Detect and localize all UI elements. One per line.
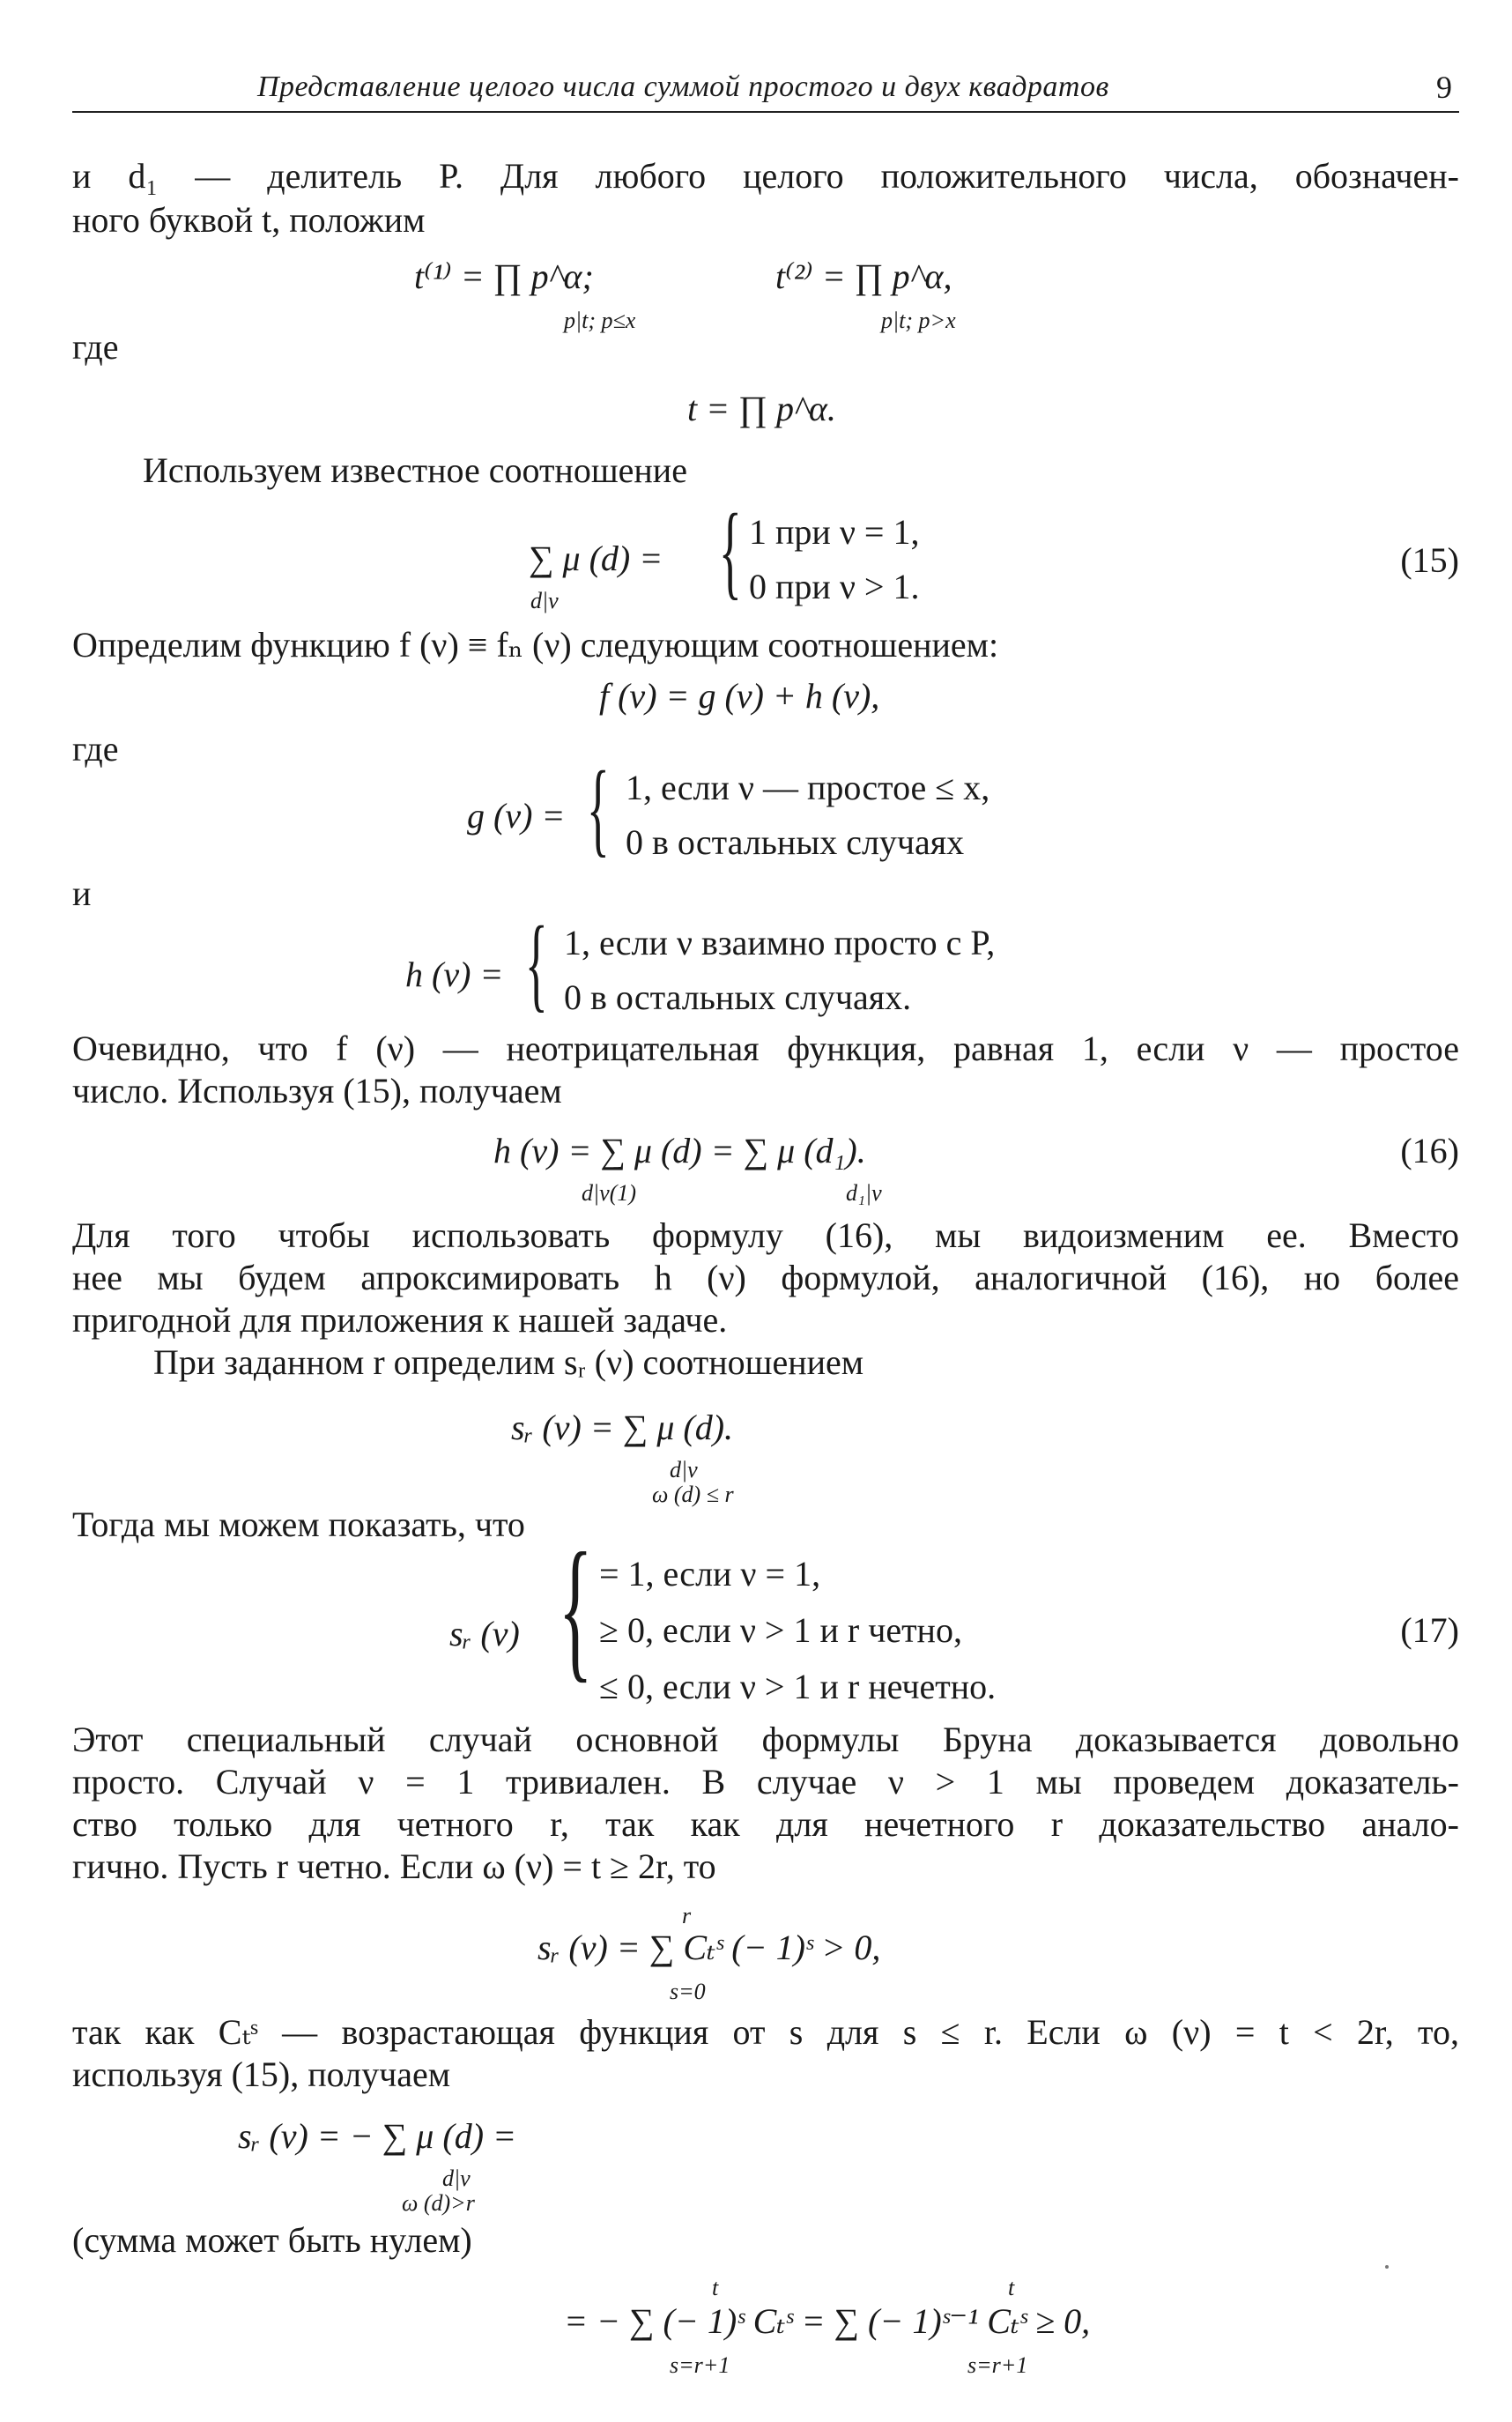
para10: (сумма может быть нулем)	[72, 2220, 472, 2260]
eq16-subscript-1: d|ν(1)	[582, 1180, 637, 1206]
formula-h-lhs: h (ν) =	[405, 955, 504, 994]
para4-line1: Очевидно, что f (ν) — неотрицательная функция, равная 1, если ν — простое	[72, 1029, 1459, 1068]
formula-t2-subscript: p|t; p>x	[881, 308, 956, 333]
sum2-subscript-2: ω (d)>r	[402, 2190, 475, 2216]
where-label-2: где	[72, 729, 119, 769]
formula-t1-subscript: p|t; p≤x	[564, 308, 636, 333]
para1-line1: и d₁ — делитель P. Для любого целого положительного числа, обозначен-	[72, 156, 1459, 196]
formula-s-body: sᵣ (ν) = ∑ μ (d).	[511, 1408, 734, 1447]
formula-s-subscript-2: ω (d) ≤ r	[652, 1482, 734, 1507]
eq16-number: (16)	[1400, 1131, 1459, 1170]
eq15-case2: 0 при ν > 1.	[749, 567, 920, 606]
para8-line1: Этот специальный случай основной формулы Бруна доказывается довольно	[72, 1720, 1459, 1759]
para9-line1: так как Cₜˢ — возрастающая функция от s для s ≤ r. Если ω (ν) = t < 2r, то,	[72, 2012, 1459, 2052]
sum3-upper-limit-1: t	[712, 2275, 719, 2300]
formula-f: f (ν) = g (ν) + h (ν),	[599, 676, 880, 716]
and-label: и	[72, 873, 92, 913]
formula-sum1: sᵣ (ν) = ∑ Cₜˢ (− 1)ˢ > 0,	[537, 1928, 881, 1967]
where-label-1: где	[72, 327, 119, 367]
formula-t-product: t = ∏ p^α.	[687, 389, 836, 428]
para6: При заданном r определим sᵣ (ν) соотношением	[153, 1342, 864, 1382]
para5-line1: Для того чтобы использовать формулу (16), мы видоизменим ее. Вместо	[72, 1215, 1459, 1255]
eq17-number: (17)	[1400, 1610, 1459, 1650]
sum1-upper-limit: r	[682, 1903, 692, 1928]
eq15-lhs-subscript: d|ν	[530, 588, 559, 613]
eq16-subscript-2: d₁|ν	[846, 1180, 882, 1206]
para3: Определим функцию f (ν) ≡ fₙ (ν) следующим соотношением:	[72, 625, 999, 665]
sum3-upper-limit-2: t	[1008, 2275, 1015, 2300]
formula-t1: t⁽¹⁾ = ∏ p^α;	[414, 256, 594, 296]
eq17-case1: = 1, если ν = 1,	[599, 1554, 821, 1594]
eq17-case3: ≤ 0, если ν > 1 и r нечетно.	[599, 1667, 997, 1706]
para2: Используем известное соотношение	[143, 450, 687, 490]
formula-g-lhs: g (ν) =	[467, 796, 566, 836]
formula-sum2: sᵣ (ν) = − ∑ μ (d) =	[238, 2116, 517, 2156]
eq17-brace: {	[558, 1520, 593, 1696]
formula-s-subscript-1: d|ν	[670, 1457, 698, 1482]
para4-line2: число. Используя (15), получаем	[72, 1071, 562, 1111]
page-number: 9	[1436, 70, 1452, 105]
eq17-lhs: sᵣ (ν)	[449, 1614, 520, 1653]
para8-line4: гично. Пусть r четно. Если ω (ν) = t ≥ 2r, то	[72, 1846, 716, 1886]
eq15-brace: {	[718, 492, 742, 609]
eq16-body: h (ν) = ∑ μ (d) = ∑ μ (d₁).	[493, 1131, 866, 1170]
scan-speck	[1385, 2265, 1389, 2269]
formula-h-case2: 0 в остальных случаях.	[564, 977, 912, 1017]
formula-g-brace: {	[586, 749, 610, 866]
formula-t2: t⁽²⁾ = ∏ p^α,	[775, 256, 952, 296]
formula-h-brace: {	[524, 904, 548, 1022]
formula-g-case1: 1, если ν — простое ≤ x,	[626, 768, 990, 807]
formula-h-case1: 1, если ν взаимно просто с P,	[564, 923, 996, 962]
formula-g-case2: 0 в остальных случаях	[626, 822, 965, 862]
para5-line3: пригодной для приложения к нашей задаче.	[72, 1300, 728, 1340]
para1-line2: ного буквой t, положим	[72, 200, 426, 240]
sum1-lower-limit: s=0	[670, 1979, 706, 2004]
eq15-lhs: ∑ μ (d) =	[529, 539, 663, 578]
running-title: Представление целого числа суммой простого и двух квадратов	[257, 71, 1109, 103]
eq15-case1: 1 при ν = 1,	[749, 512, 920, 552]
para7: Тогда мы можем показать, что	[72, 1504, 525, 1544]
para5-line2: нее мы будем апроксимировать h (ν) формулой, аналогичной (16), но более	[72, 1258, 1459, 1297]
eq15-number: (15)	[1400, 540, 1459, 580]
sum3-lower-limit-1: s=r+1	[670, 2352, 730, 2378]
formula-sum3: = − ∑ (− 1)ˢ Cₜˢ = ∑ (− 1)ˢ⁻¹ Cₜˢ ≥ 0,	[564, 2301, 1091, 2341]
sum2-subscript-1: d|ν	[442, 2166, 471, 2191]
para9-line2: используя (15), получаем	[72, 2054, 451, 2094]
para8-line3: ство только для четного r, так как для нечетного r доказательство анало-	[72, 1804, 1459, 1844]
eq17-case2: ≥ 0, если ν > 1 и r четно,	[599, 1610, 962, 1650]
running-header	[72, 69, 1459, 113]
para8-line2: просто. Случай ν = 1 тривиален. В случае ν > 1 мы проведем доказатель-	[72, 1762, 1459, 1802]
sum3-lower-limit-2: s=r+1	[967, 2352, 1028, 2378]
